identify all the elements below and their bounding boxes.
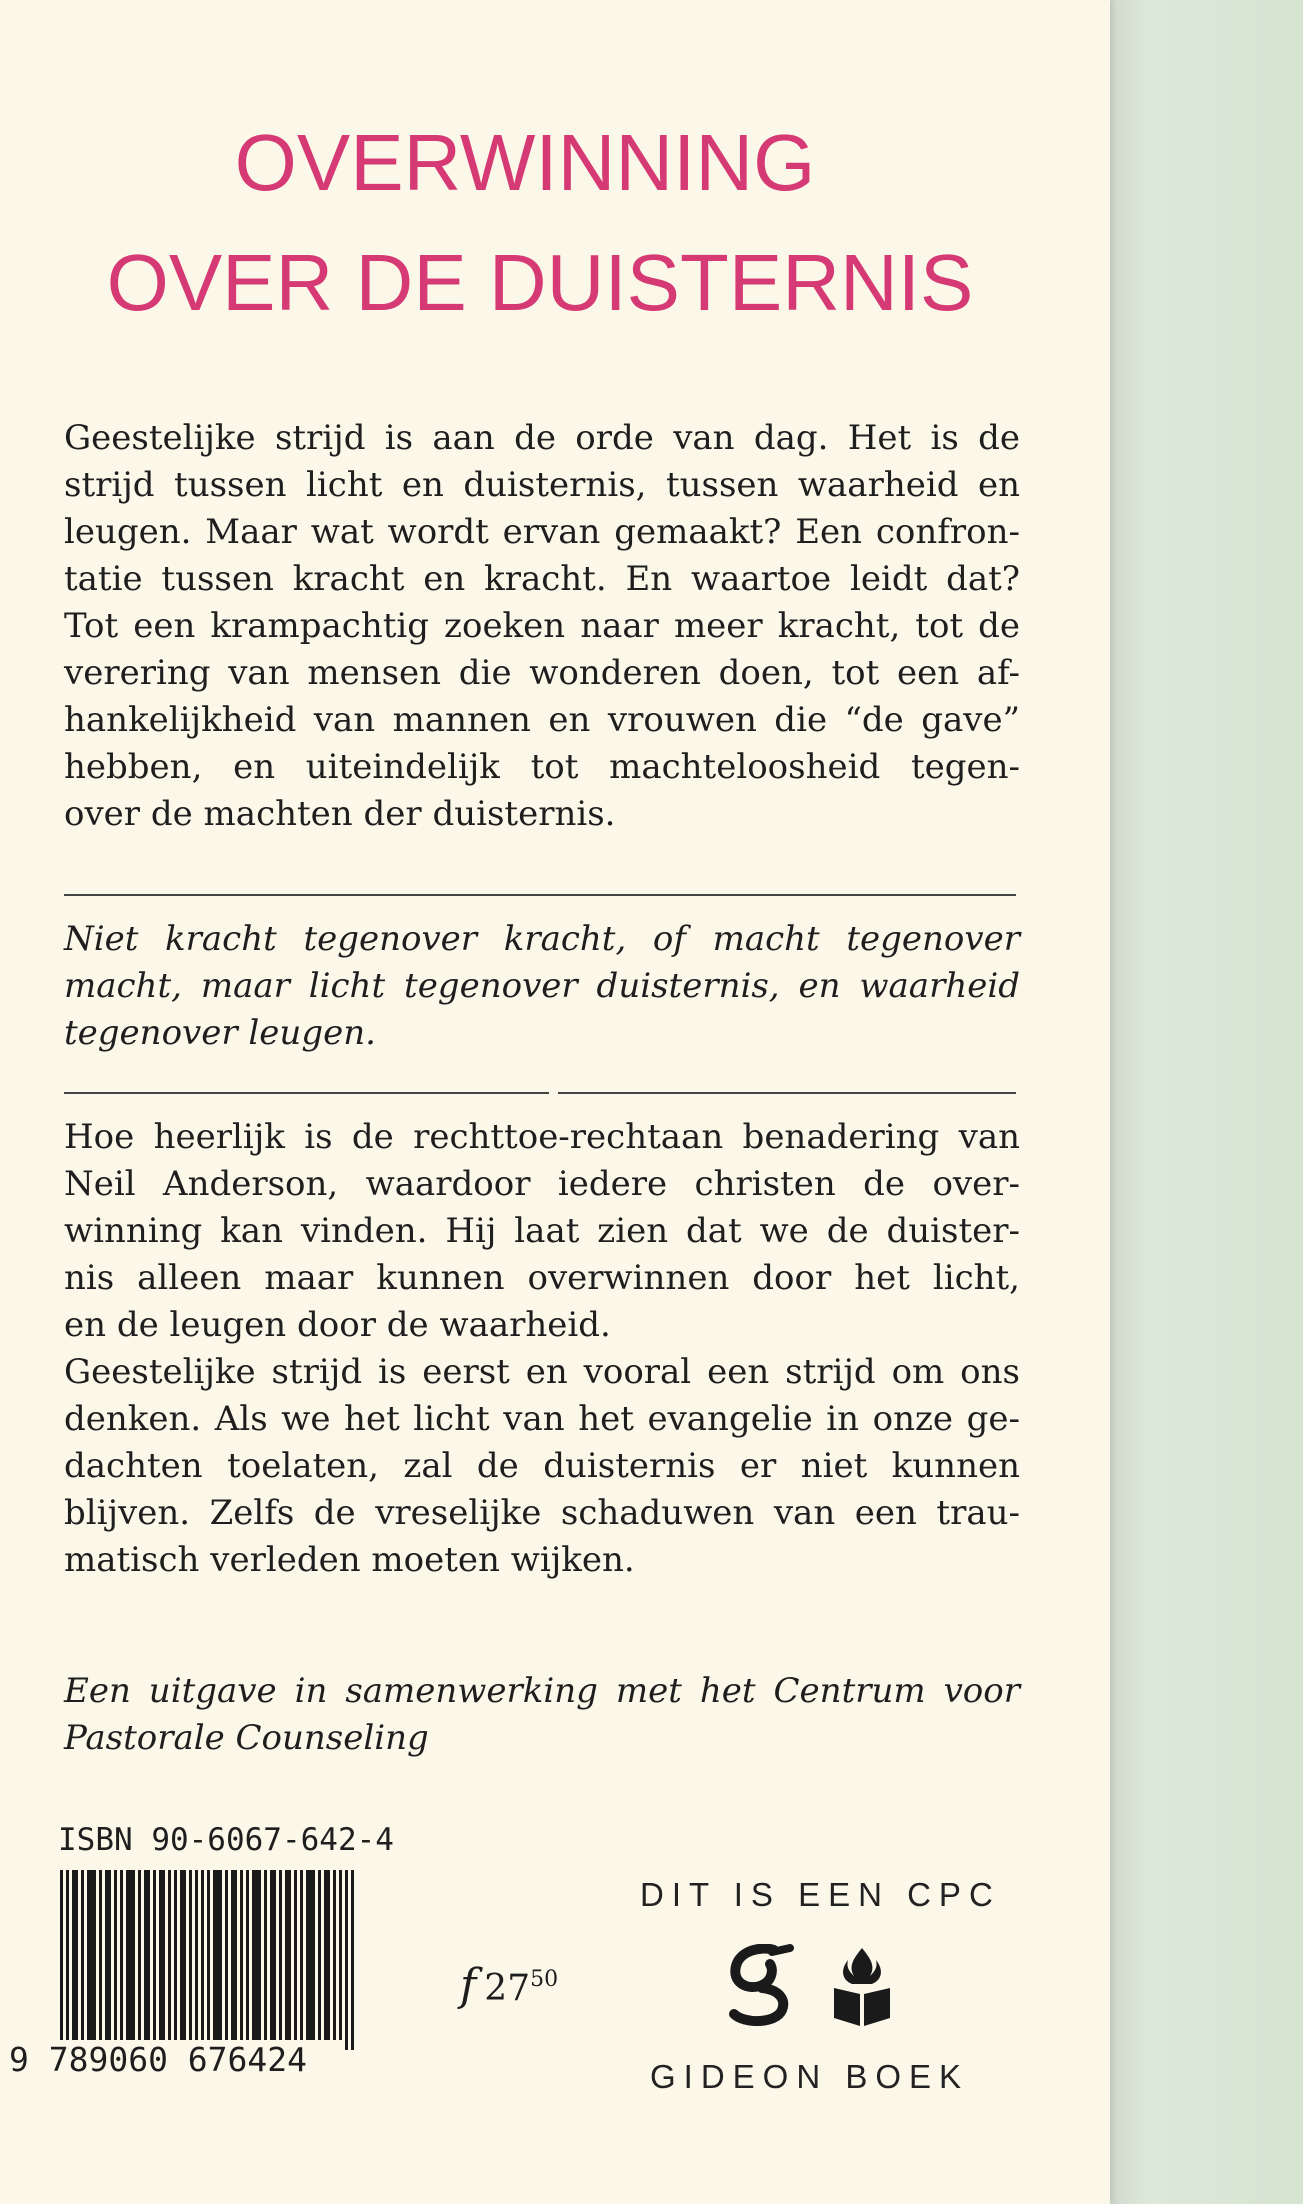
intro-line: hankelijkheid van mannen en vrouwen die “de gave” — [64, 700, 1020, 740]
quote-line: tegenover leugen. — [64, 1013, 376, 1053]
background-edge — [1108, 0, 1303, 2204]
publisher-note-line: Pastorale Counseling — [64, 1718, 429, 1758]
title-line-2: OVER DE DUISTERNIS — [106, 238, 974, 327]
price — [460, 1960, 558, 2011]
intro-line: leugen. Maar wat wordt ervan gemaakt? Een confron- — [64, 512, 1020, 552]
body-line: blijven. Zelfs de vreselijke schaduwen van een trau- — [64, 1493, 1020, 1533]
intro-line: strijd tussen licht en duisternis, tussen waarheid en — [64, 465, 1020, 505]
intro-line: Tot een krampachtig zoeken naar meer kracht, tot de — [64, 606, 1020, 646]
flame-book-logo-icon — [830, 1946, 894, 2028]
quote-line: macht, maar licht tegenover duisternis, en waarheid — [64, 966, 1020, 1006]
price-currency-symbol: f — [460, 1960, 477, 2011]
cpc-label: DIT IS EEN CPC — [640, 1876, 1001, 1913]
price-amount: 27 — [484, 1968, 531, 2009]
publisher-note-line: Een uitgave in samenwerking met het Centrum voor — [64, 1671, 1020, 1711]
divider-bottom-left — [64, 1092, 549, 1094]
isbn-number: ISBN 90-6067-642-4 — [58, 1822, 394, 1858]
intro-line: verering van mensen die wonderen doen, tot een af- — [64, 653, 1020, 693]
body-line: dachten toelaten, zal de duisternis er niet kunnen — [64, 1446, 1020, 1486]
body-line: Geestelijke strijd is eerst en vooral een strijd om ons — [64, 1352, 1020, 1392]
barcode-digits: 9 789060 676424 — [6, 2040, 310, 2079]
body-line: denken. Als we het licht van het evangelie in onze ge- — [64, 1399, 1020, 1439]
intro-paragraph — [64, 415, 1020, 838]
body-line: Neil Anderson, waardoor iedere christen de over- — [64, 1164, 1020, 1204]
quote-paragraph — [64, 916, 1020, 1057]
g-logo-icon — [722, 1944, 798, 2026]
intro-line: over de machten der duisternis. — [64, 794, 616, 834]
barcode-graphic — [60, 1870, 360, 2050]
body-line: Hoe heerlijk is de rechttoe-rechtaan benadering van — [64, 1117, 1020, 1157]
body-line: nis alleen maar kunnen overwinnen door het licht, — [64, 1258, 1020, 1298]
intro-line: tatie tussen kracht en kracht. En waartoe leidt dat? — [64, 559, 1020, 599]
publisher-note — [64, 1668, 1020, 1762]
title-line-1: OVERWINNING — [234, 118, 816, 207]
intro-line: Geestelijke strijd is aan de orde van dag. Het is de — [64, 418, 1020, 458]
body-paragraph — [64, 1114, 1020, 1584]
divider-bottom-right — [558, 1092, 1016, 1094]
quote-line: Niet kracht tegenover kracht, of macht tegenover — [64, 919, 1020, 959]
intro-line: hebben, en uiteindelijk tot machteloosheid tegen- — [64, 747, 1020, 787]
body-line: winning kan vinden. Hij laat zien dat we de duister- — [64, 1211, 1020, 1251]
divider-top — [64, 894, 1016, 896]
body-line: en de leugen door de waarheid. — [64, 1305, 611, 1345]
publisher-label: GIDEON BOEK — [650, 2058, 970, 2095]
body-line: matisch verleden moeten wijken. — [64, 1540, 635, 1580]
price-cents: 50 — [530, 1967, 559, 1992]
